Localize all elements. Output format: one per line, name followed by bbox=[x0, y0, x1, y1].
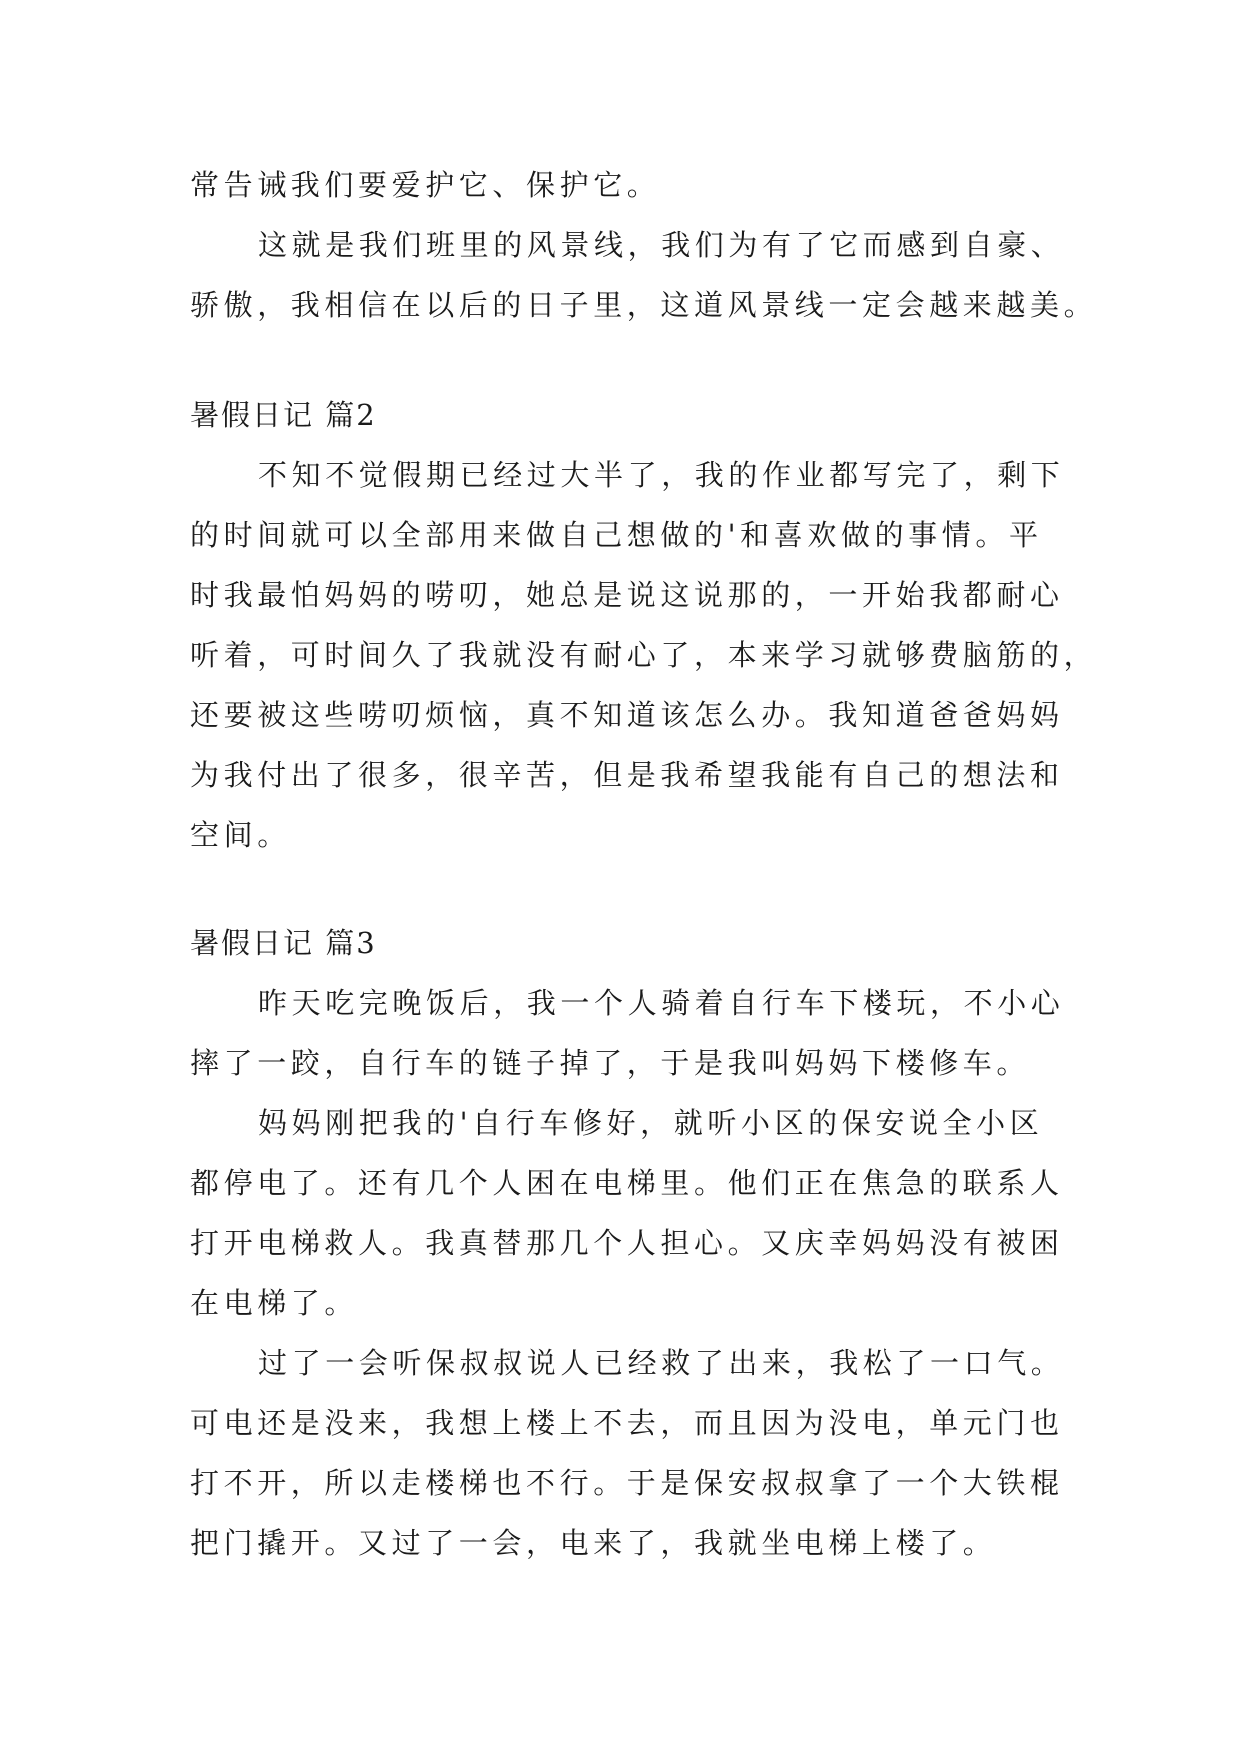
section-heading-3: 暑假日记 篇3 bbox=[190, 926, 377, 960]
paragraph-5-line-2: 都停电了。还有几个人困在电梯里。他们正在焦急的联系人 bbox=[190, 1166, 1064, 1200]
paragraph-2-line-1: 这就是我们班里的风景线，我们为有了它而感到自豪、 bbox=[258, 228, 1065, 262]
paragraph-6-line-1: 过了一会听保叔叔说人已经救了出来，我松了一口气。 bbox=[258, 1346, 1065, 1380]
paragraph-2-line-2: 骄傲，我相信在以后的日子里，这道风景线一定会越来越美。 bbox=[190, 288, 1098, 322]
paragraph-3-line-3: 时我最怕妈妈的唠叨，她总是说这说那的，一开始我都耐心 bbox=[190, 578, 1064, 612]
paragraph-4-line-1: 昨天吃完晚饭后，我一个人骑着自行车下楼玩，不小心 bbox=[258, 986, 1065, 1020]
paragraph-3-line-6: 为我付出了很多，很辛苦，但是我希望我能有自己的想法和 bbox=[190, 758, 1064, 792]
paragraph-5-line-1: 妈妈刚把我的'自行车修好，就听小区的保安说全小区 bbox=[258, 1106, 1044, 1140]
paragraph-3-line-5: 还要被这些唠叨烦恼，真不知道该怎么办。我知道爸爸妈妈 bbox=[190, 698, 1064, 732]
section-heading-2: 暑假日记 篇2 bbox=[190, 398, 377, 432]
paragraph-5-line-3: 打开电梯救人。我真替那几个人担心。又庆幸妈妈没有被困 bbox=[190, 1226, 1064, 1260]
paragraph-6-line-4: 把门撬开。又过了一会，电来了，我就坐电梯上楼了。 bbox=[190, 1526, 997, 1560]
paragraph-6-line-2: 可电还是没来，我想上楼上不去，而且因为没电，单元门也 bbox=[190, 1406, 1064, 1440]
paragraph-3-line-7: 空间。 bbox=[190, 818, 291, 852]
paragraph-6-line-3: 打不开，所以走楼梯也不行。于是保安叔叔拿了一个大铁棍 bbox=[190, 1466, 1064, 1500]
paragraph-3-line-2: 的时间就可以全部用来做自己想做的'和喜欢做的事情。平 bbox=[190, 518, 1043, 552]
paragraph-3-line-1: 不知不觉假期已经过大半了，我的作业都写完了，剩下 bbox=[258, 458, 1065, 492]
paragraph-1-line-1: 常告诫我们要爱护它、保护它。 bbox=[190, 168, 661, 202]
paragraph-5-line-4: 在电梯了。 bbox=[190, 1286, 359, 1320]
paragraph-3-line-4: 听着，可时间久了我就没有耐心了，本来学习就够费脑筋的， bbox=[190, 638, 1098, 672]
paragraph-4-line-2: 摔了一跤，自行车的链子掉了，于是我叫妈妈下楼修车。 bbox=[190, 1046, 1031, 1080]
